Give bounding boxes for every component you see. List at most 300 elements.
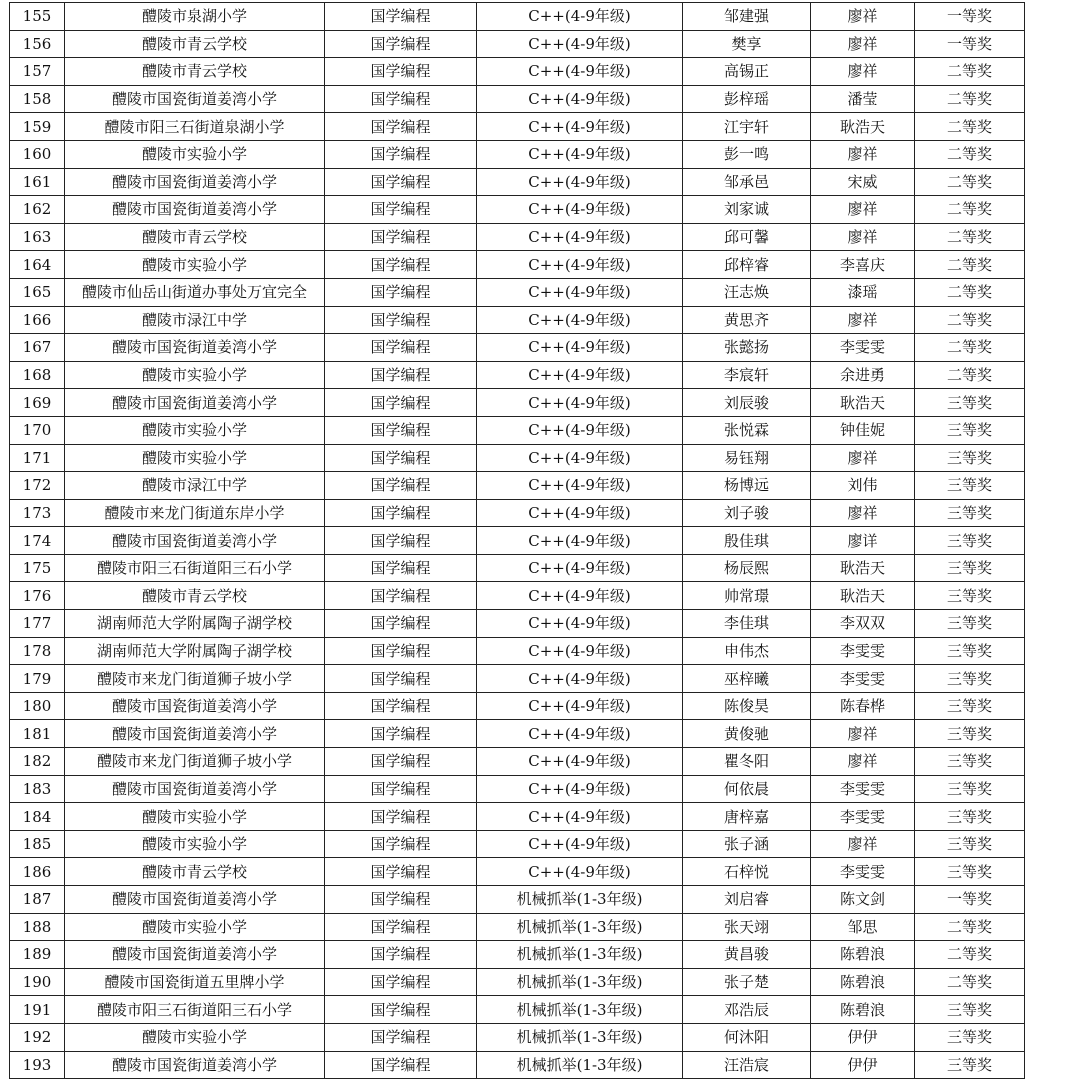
- student-cell: 邱梓睿: [683, 251, 811, 279]
- student-cell: 邹承邑: [683, 168, 811, 196]
- row-number-cell: 190: [10, 968, 65, 996]
- school-cell: 醴陵市国瓷街道五里牌小学: [65, 968, 325, 996]
- student-cell: 张悦霖: [683, 416, 811, 444]
- prize-cell: 三等奖: [915, 527, 1025, 555]
- teacher-cell: 廖祥: [811, 58, 915, 86]
- student-cell: 樊享: [683, 30, 811, 58]
- teacher-cell: 耿浩天: [811, 389, 915, 417]
- table-row: [10, 1051, 1025, 1079]
- table-row: [10, 251, 1025, 279]
- row-number-cell: 157: [10, 58, 65, 86]
- teacher-cell: 陈碧浪: [811, 996, 915, 1024]
- school-cell: 醴陵市青云学校: [65, 582, 325, 610]
- teacher-cell: 李雯雯: [811, 858, 915, 886]
- category-cell: 国学编程: [325, 334, 477, 362]
- teacher-cell: 李双双: [811, 610, 915, 638]
- row-number-cell: 184: [10, 803, 65, 831]
- teacher-cell: 陈碧浪: [811, 968, 915, 996]
- teacher-cell: 廖祥: [811, 196, 915, 224]
- teacher-cell: 李雯雯: [811, 803, 915, 831]
- prize-cell: 三等奖: [915, 720, 1025, 748]
- teacher-cell: 邹思: [811, 913, 915, 941]
- prize-cell: 二等奖: [915, 113, 1025, 141]
- prize-cell: 二等奖: [915, 140, 1025, 168]
- school-cell: 醴陵市仙岳山街道办事处万宜完全: [65, 278, 325, 306]
- student-cell: 何依晨: [683, 775, 811, 803]
- table-row: [10, 1023, 1025, 1051]
- prize-cell: 二等奖: [915, 334, 1025, 362]
- category-cell: 国学编程: [325, 858, 477, 886]
- category-cell: 国学编程: [325, 582, 477, 610]
- teacher-cell: 廖祥: [811, 223, 915, 251]
- teacher-cell: 廖详: [811, 527, 915, 555]
- row-number-cell: 166: [10, 306, 65, 334]
- table-row: [10, 554, 1025, 582]
- table-row: [10, 665, 1025, 693]
- student-cell: 黄昌骏: [683, 941, 811, 969]
- teacher-cell: 刘伟: [811, 472, 915, 500]
- category-cell: 国学编程: [325, 389, 477, 417]
- row-number-cell: 173: [10, 499, 65, 527]
- student-cell: 陈俊昊: [683, 692, 811, 720]
- prize-cell: 二等奖: [915, 223, 1025, 251]
- school-cell: 醴陵市国瓷街道姜湾小学: [65, 527, 325, 555]
- prize-cell: 二等奖: [915, 361, 1025, 389]
- row-number-cell: 177: [10, 610, 65, 638]
- project-cell: C++(4-9年级): [477, 665, 683, 693]
- student-cell: 高锡正: [683, 58, 811, 86]
- student-cell: 邹建强: [683, 3, 811, 31]
- student-cell: 巫梓曦: [683, 665, 811, 693]
- table-row: [10, 334, 1025, 362]
- teacher-cell: 李雯雯: [811, 334, 915, 362]
- prize-cell: 三等奖: [915, 748, 1025, 776]
- table-row: [10, 996, 1025, 1024]
- prize-cell: 三等奖: [915, 582, 1025, 610]
- teacher-cell: 陈春桦: [811, 692, 915, 720]
- project-cell: C++(4-9年级): [477, 527, 683, 555]
- project-cell: C++(4-9年级): [477, 472, 683, 500]
- project-cell: 机械抓举(1-3年级): [477, 968, 683, 996]
- category-cell: 国学编程: [325, 941, 477, 969]
- project-cell: C++(4-9年级): [477, 3, 683, 31]
- project-cell: 机械抓举(1-3年级): [477, 913, 683, 941]
- table-row: [10, 113, 1025, 141]
- category-cell: 国学编程: [325, 1023, 477, 1051]
- teacher-cell: 陈文剑: [811, 886, 915, 914]
- student-cell: 黄思齐: [683, 306, 811, 334]
- teacher-cell: 钟佳妮: [811, 416, 915, 444]
- student-cell: 黄俊驰: [683, 720, 811, 748]
- teacher-cell: 廖祥: [811, 720, 915, 748]
- category-cell: 国学编程: [325, 692, 477, 720]
- row-number-cell: 168: [10, 361, 65, 389]
- row-number-cell: 156: [10, 30, 65, 58]
- table-row: [10, 637, 1025, 665]
- project-cell: C++(4-9年级): [477, 85, 683, 113]
- table-row: [10, 472, 1025, 500]
- school-cell: 醴陵市实验小学: [65, 1023, 325, 1051]
- project-cell: C++(4-9年级): [477, 361, 683, 389]
- project-cell: 机械抓举(1-3年级): [477, 1051, 683, 1079]
- category-cell: 国学编程: [325, 610, 477, 638]
- school-cell: 醴陵市来龙门街道狮子坡小学: [65, 748, 325, 776]
- student-cell: 汪志焕: [683, 278, 811, 306]
- teacher-cell: 廖祥: [811, 30, 915, 58]
- table-row: [10, 610, 1025, 638]
- project-cell: C++(4-9年级): [477, 582, 683, 610]
- prize-cell: 二等奖: [915, 251, 1025, 279]
- student-cell: 杨博远: [683, 472, 811, 500]
- prize-cell: 一等奖: [915, 3, 1025, 31]
- school-cell: 醴陵市实验小学: [65, 251, 325, 279]
- category-cell: 国学编程: [325, 278, 477, 306]
- school-cell: 醴陵市实验小学: [65, 803, 325, 831]
- project-cell: C++(4-9年级): [477, 223, 683, 251]
- table-row: [10, 886, 1025, 914]
- table-row: [10, 223, 1025, 251]
- project-cell: C++(4-9年级): [477, 748, 683, 776]
- project-cell: C++(4-9年级): [477, 830, 683, 858]
- row-number-cell: 165: [10, 278, 65, 306]
- project-cell: C++(4-9年级): [477, 803, 683, 831]
- school-cell: 醴陵市国瓷街道姜湾小学: [65, 334, 325, 362]
- prize-cell: 二等奖: [915, 168, 1025, 196]
- table-row: [10, 858, 1025, 886]
- row-number-cell: 171: [10, 444, 65, 472]
- row-number-cell: 193: [10, 1051, 65, 1079]
- school-cell: 醴陵市来龙门街道狮子坡小学: [65, 665, 325, 693]
- student-cell: 刘家诚: [683, 196, 811, 224]
- project-cell: C++(4-9年级): [477, 554, 683, 582]
- table-row: [10, 748, 1025, 776]
- student-cell: 彭一鸣: [683, 140, 811, 168]
- row-number-cell: 188: [10, 913, 65, 941]
- teacher-cell: 耿浩天: [811, 554, 915, 582]
- project-cell: C++(4-9年级): [477, 610, 683, 638]
- project-cell: C++(4-9年级): [477, 637, 683, 665]
- table-row: [10, 306, 1025, 334]
- row-number-cell: 181: [10, 720, 65, 748]
- school-cell: 醴陵市阳三石街道阳三石小学: [65, 554, 325, 582]
- student-cell: 刘辰骏: [683, 389, 811, 417]
- category-cell: 国学编程: [325, 527, 477, 555]
- category-cell: 国学编程: [325, 637, 477, 665]
- awards-table: [9, 2, 1025, 1079]
- student-cell: 张懿扬: [683, 334, 811, 362]
- category-cell: 国学编程: [325, 775, 477, 803]
- student-cell: 张子楚: [683, 968, 811, 996]
- row-number-cell: 186: [10, 858, 65, 886]
- table-row: [10, 968, 1025, 996]
- student-cell: 邓浩辰: [683, 996, 811, 1024]
- prize-cell: 三等奖: [915, 830, 1025, 858]
- teacher-cell: 耿浩天: [811, 113, 915, 141]
- teacher-cell: 李雯雯: [811, 775, 915, 803]
- row-number-cell: 192: [10, 1023, 65, 1051]
- category-cell: 国学编程: [325, 444, 477, 472]
- prize-cell: 三等奖: [915, 692, 1025, 720]
- student-cell: 汪浩宸: [683, 1051, 811, 1079]
- table-row: [10, 830, 1025, 858]
- table-row: [10, 3, 1025, 31]
- project-cell: C++(4-9年级): [477, 499, 683, 527]
- row-number-cell: 176: [10, 582, 65, 610]
- table-row: [10, 361, 1025, 389]
- table-row: [10, 85, 1025, 113]
- category-cell: 国学编程: [325, 720, 477, 748]
- prize-cell: 三等奖: [915, 499, 1025, 527]
- project-cell: C++(4-9年级): [477, 278, 683, 306]
- teacher-cell: 廖祥: [811, 499, 915, 527]
- row-number-cell: 179: [10, 665, 65, 693]
- project-cell: C++(4-9年级): [477, 58, 683, 86]
- prize-cell: 二等奖: [915, 913, 1025, 941]
- table-row: [10, 196, 1025, 224]
- teacher-cell: 廖祥: [811, 140, 915, 168]
- teacher-cell: 廖祥: [811, 306, 915, 334]
- prize-cell: 三等奖: [915, 1023, 1025, 1051]
- student-cell: 刘启睿: [683, 886, 811, 914]
- project-cell: C++(4-9年级): [477, 30, 683, 58]
- category-cell: 国学编程: [325, 886, 477, 914]
- school-cell: 醴陵市实验小学: [65, 913, 325, 941]
- prize-cell: 二等奖: [915, 58, 1025, 86]
- table-row: [10, 58, 1025, 86]
- school-cell: 醴陵市渌江中学: [65, 306, 325, 334]
- project-cell: C++(4-9年级): [477, 140, 683, 168]
- category-cell: 国学编程: [325, 472, 477, 500]
- category-cell: 国学编程: [325, 168, 477, 196]
- category-cell: 国学编程: [325, 306, 477, 334]
- student-cell: 易钰翔: [683, 444, 811, 472]
- category-cell: 国学编程: [325, 665, 477, 693]
- category-cell: 国学编程: [325, 58, 477, 86]
- row-number-cell: 172: [10, 472, 65, 500]
- school-cell: 醴陵市阳三石街道泉湖小学: [65, 113, 325, 141]
- category-cell: 国学编程: [325, 223, 477, 251]
- school-cell: 醴陵市国瓷街道姜湾小学: [65, 196, 325, 224]
- teacher-cell: 漆瑶: [811, 278, 915, 306]
- table-row: [10, 941, 1025, 969]
- teacher-cell: 余进勇: [811, 361, 915, 389]
- school-cell: 醴陵市国瓷街道姜湾小学: [65, 1051, 325, 1079]
- category-cell: 国学编程: [325, 416, 477, 444]
- school-cell: 湖南师范大学附属陶子湖学校: [65, 610, 325, 638]
- category-cell: 国学编程: [325, 913, 477, 941]
- student-cell: 江宇轩: [683, 113, 811, 141]
- row-number-cell: 191: [10, 996, 65, 1024]
- prize-cell: 二等奖: [915, 968, 1025, 996]
- school-cell: 醴陵市阳三石街道阳三石小学: [65, 996, 325, 1024]
- category-cell: 国学编程: [325, 830, 477, 858]
- row-number-cell: 180: [10, 692, 65, 720]
- category-cell: 国学编程: [325, 251, 477, 279]
- prize-cell: 三等奖: [915, 472, 1025, 500]
- school-cell: 醴陵市实验小学: [65, 140, 325, 168]
- row-number-cell: 158: [10, 85, 65, 113]
- student-cell: 殷佳琪: [683, 527, 811, 555]
- table-row: [10, 140, 1025, 168]
- student-cell: 瞿冬阳: [683, 748, 811, 776]
- student-cell: 彭梓瑶: [683, 85, 811, 113]
- project-cell: C++(4-9年级): [477, 334, 683, 362]
- student-cell: 李佳琪: [683, 610, 811, 638]
- row-number-cell: 175: [10, 554, 65, 582]
- school-cell: 醴陵市实验小学: [65, 416, 325, 444]
- school-cell: 醴陵市青云学校: [65, 58, 325, 86]
- prize-cell: 三等奖: [915, 554, 1025, 582]
- prize-cell: 三等奖: [915, 803, 1025, 831]
- teacher-cell: 李雯雯: [811, 665, 915, 693]
- table-row: [10, 692, 1025, 720]
- prize-cell: 三等奖: [915, 637, 1025, 665]
- row-number-cell: 187: [10, 886, 65, 914]
- table-row: [10, 803, 1025, 831]
- school-cell: 醴陵市实验小学: [65, 361, 325, 389]
- school-cell: 醴陵市泉湖小学: [65, 3, 325, 31]
- table-row: [10, 582, 1025, 610]
- prize-cell: 二等奖: [915, 85, 1025, 113]
- teacher-cell: 潘莹: [811, 85, 915, 113]
- prize-cell: 三等奖: [915, 389, 1025, 417]
- project-cell: C++(4-9年级): [477, 775, 683, 803]
- teacher-cell: 伊伊: [811, 1023, 915, 1051]
- school-cell: 醴陵市国瓷街道姜湾小学: [65, 941, 325, 969]
- school-cell: 醴陵市国瓷街道姜湾小学: [65, 389, 325, 417]
- school-cell: 醴陵市青云学校: [65, 223, 325, 251]
- school-cell: 醴陵市国瓷街道姜湾小学: [65, 720, 325, 748]
- row-number-cell: 162: [10, 196, 65, 224]
- project-cell: C++(4-9年级): [477, 251, 683, 279]
- prize-cell: 三等奖: [915, 416, 1025, 444]
- project-cell: C++(4-9年级): [477, 858, 683, 886]
- row-number-cell: 183: [10, 775, 65, 803]
- school-cell: 醴陵市国瓷街道姜湾小学: [65, 775, 325, 803]
- category-cell: 国学编程: [325, 361, 477, 389]
- category-cell: 国学编程: [325, 3, 477, 31]
- school-cell: 醴陵市国瓷街道姜湾小学: [65, 85, 325, 113]
- student-cell: 刘子骏: [683, 499, 811, 527]
- student-cell: 唐梓嘉: [683, 803, 811, 831]
- student-cell: 帅常璟: [683, 582, 811, 610]
- teacher-cell: 耿浩天: [811, 582, 915, 610]
- category-cell: 国学编程: [325, 196, 477, 224]
- student-cell: 石梓悦: [683, 858, 811, 886]
- project-cell: 机械抓举(1-3年级): [477, 1023, 683, 1051]
- table-row: [10, 278, 1025, 306]
- category-cell: 国学编程: [325, 85, 477, 113]
- prize-cell: 三等奖: [915, 858, 1025, 886]
- prize-cell: 三等奖: [915, 444, 1025, 472]
- teacher-cell: 李喜庆: [811, 251, 915, 279]
- school-cell: 醴陵市国瓷街道姜湾小学: [65, 168, 325, 196]
- table-row: [10, 720, 1025, 748]
- prize-cell: 三等奖: [915, 996, 1025, 1024]
- category-cell: 国学编程: [325, 140, 477, 168]
- school-cell: 醴陵市青云学校: [65, 858, 325, 886]
- student-cell: 张天翊: [683, 913, 811, 941]
- prize-cell: 一等奖: [915, 30, 1025, 58]
- project-cell: 机械抓举(1-3年级): [477, 941, 683, 969]
- row-number-cell: 182: [10, 748, 65, 776]
- student-cell: 申伟杰: [683, 637, 811, 665]
- awards-table-body: [10, 3, 1025, 1079]
- project-cell: 机械抓举(1-3年级): [477, 996, 683, 1024]
- school-cell: 醴陵市实验小学: [65, 830, 325, 858]
- teacher-cell: 伊伊: [811, 1051, 915, 1079]
- teacher-cell: 廖祥: [811, 830, 915, 858]
- row-number-cell: 185: [10, 830, 65, 858]
- table-row: [10, 389, 1025, 417]
- student-cell: 杨辰熙: [683, 554, 811, 582]
- table-row: [10, 30, 1025, 58]
- project-cell: C++(4-9年级): [477, 168, 683, 196]
- student-cell: 邱可馨: [683, 223, 811, 251]
- prize-cell: 二等奖: [915, 278, 1025, 306]
- row-number-cell: 163: [10, 223, 65, 251]
- teacher-cell: 廖祥: [811, 3, 915, 31]
- student-cell: 何沐阳: [683, 1023, 811, 1051]
- school-cell: 醴陵市青云学校: [65, 30, 325, 58]
- row-number-cell: 174: [10, 527, 65, 555]
- category-cell: 国学编程: [325, 803, 477, 831]
- project-cell: 机械抓举(1-3年级): [477, 886, 683, 914]
- project-cell: C++(4-9年级): [477, 416, 683, 444]
- teacher-cell: 李雯雯: [811, 637, 915, 665]
- row-number-cell: 159: [10, 113, 65, 141]
- table-row: [10, 499, 1025, 527]
- table-row: [10, 527, 1025, 555]
- project-cell: C++(4-9年级): [477, 306, 683, 334]
- table-row: [10, 416, 1025, 444]
- school-cell: 醴陵市来龙门街道东岸小学: [65, 499, 325, 527]
- prize-cell: 二等奖: [915, 306, 1025, 334]
- project-cell: C++(4-9年级): [477, 720, 683, 748]
- student-cell: 张子涵: [683, 830, 811, 858]
- row-number-cell: 155: [10, 3, 65, 31]
- row-number-cell: 161: [10, 168, 65, 196]
- school-cell: 醴陵市渌江中学: [65, 472, 325, 500]
- student-cell: 李宸轩: [683, 361, 811, 389]
- prize-cell: 三等奖: [915, 775, 1025, 803]
- project-cell: C++(4-9年级): [477, 196, 683, 224]
- row-number-cell: 167: [10, 334, 65, 362]
- project-cell: C++(4-9年级): [477, 444, 683, 472]
- category-cell: 国学编程: [325, 968, 477, 996]
- category-cell: 国学编程: [325, 554, 477, 582]
- school-cell: 醴陵市国瓷街道姜湾小学: [65, 692, 325, 720]
- teacher-cell: 廖祥: [811, 748, 915, 776]
- table-row: [10, 913, 1025, 941]
- table-row: [10, 775, 1025, 803]
- category-cell: 国学编程: [325, 30, 477, 58]
- prize-cell: 二等奖: [915, 941, 1025, 969]
- prize-cell: 三等奖: [915, 1051, 1025, 1079]
- prize-cell: 一等奖: [915, 886, 1025, 914]
- project-cell: C++(4-9年级): [477, 389, 683, 417]
- project-cell: C++(4-9年级): [477, 692, 683, 720]
- prize-cell: 二等奖: [915, 196, 1025, 224]
- project-cell: C++(4-9年级): [477, 113, 683, 141]
- teacher-cell: 陈碧浪: [811, 941, 915, 969]
- school-cell: 醴陵市国瓷街道姜湾小学: [65, 886, 325, 914]
- school-cell: 醴陵市实验小学: [65, 444, 325, 472]
- school-cell: 湖南师范大学附属陶子湖学校: [65, 637, 325, 665]
- category-cell: 国学编程: [325, 499, 477, 527]
- teacher-cell: 宋威: [811, 168, 915, 196]
- category-cell: 国学编程: [325, 113, 477, 141]
